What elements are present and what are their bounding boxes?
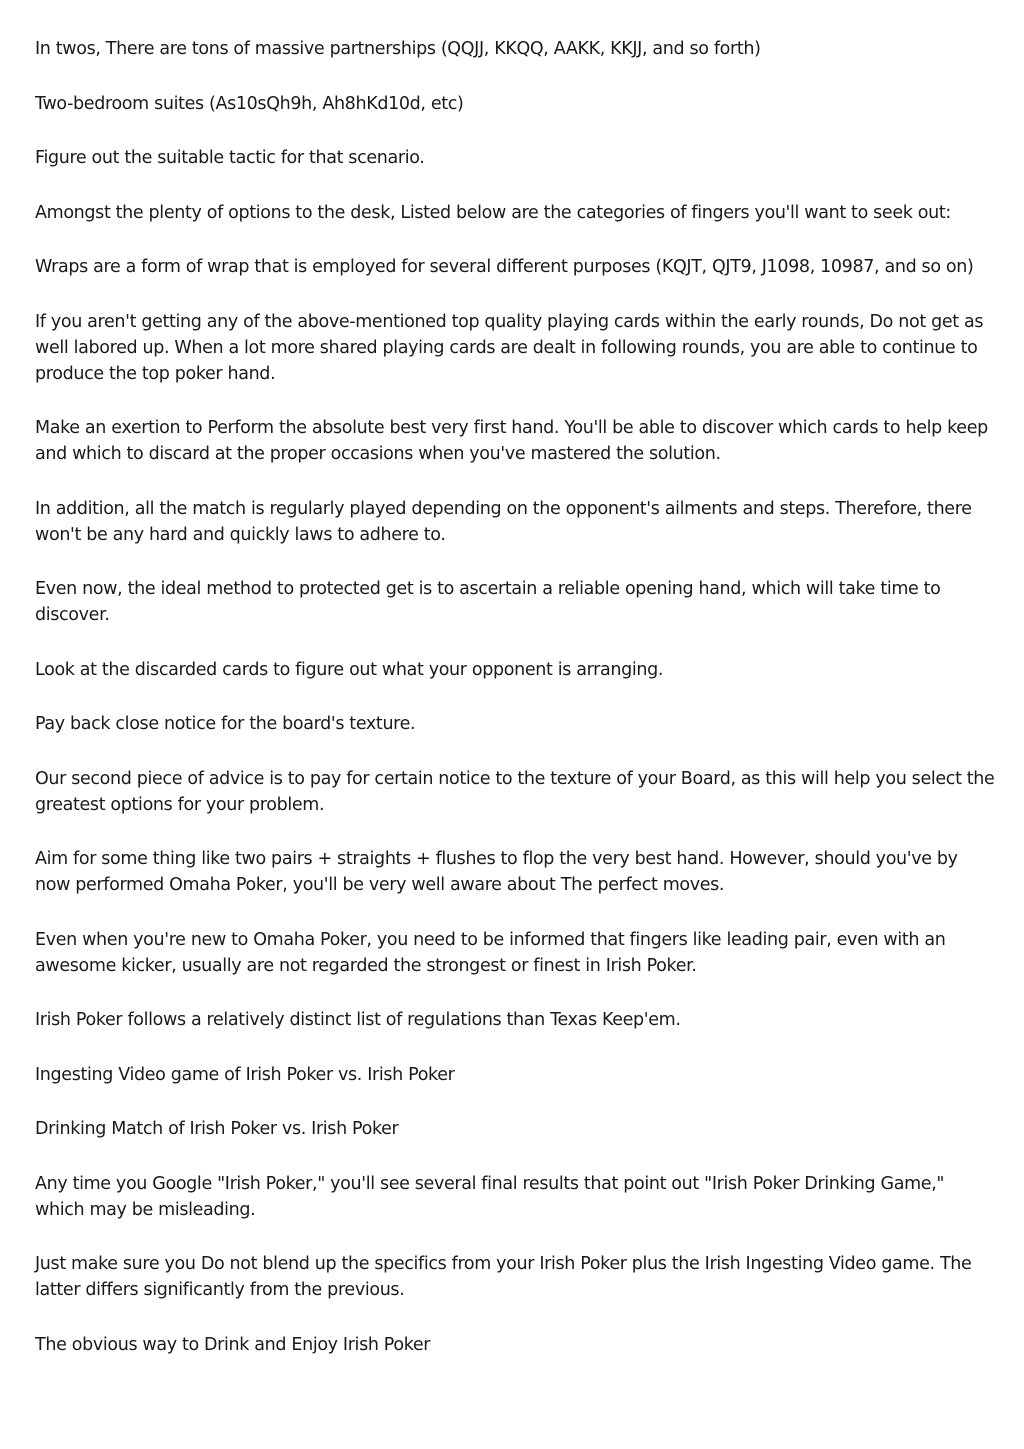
paragraph: Wraps are a form of wrap that is employed for several different purposes (KQJT, QJT9, J1098, 10987, and so on): [35, 257, 974, 277]
document-body: [35, 36, 995, 1386]
paragraph: The obvious way to Drink and Enjoy Irish Poker: [35, 1334, 431, 1355]
paragraph: In addition, all the match is regularly played depending on the opponent's ailments and steps. Therefore, there won't be any hard and quickly laws to adhere to.: [35, 498, 972, 545]
paragraph: Two-bedroom suites (As10sQh9h, Ah8hKd10d, etc): [35, 93, 464, 114]
paragraph: Just make sure you Do not blend up the specifics from your Irish Poker plus the Irish Ingesting Video game. The latter differs significantly from the previous.: [35, 1254, 972, 1300]
paragraph: Pay back close notice for the board's texture.: [35, 714, 416, 734]
paragraph: Even when you're new to Omaha Poker, you need to be informed that fingers like leading pair, even with an awesome kicker, usually are not regarded the strongest or finest in Irish Poker.: [35, 929, 946, 976]
paragraph: Look at the discarded cards to figure out what your opponent is arranging.: [35, 659, 664, 680]
paragraph: Amongst the plenty of options to the desk, Listed below are the categories of fingers you'll want to seek out:: [35, 202, 951, 223]
paragraph: Our second piece of advice is to pay for certain notice to the texture of your Board, as this will help you select the greatest options for your problem.: [35, 768, 995, 815]
paragraph: Figure out the suitable tactic for that scenario.: [35, 148, 425, 168]
paragraph: In twos, There are tons of massive partnerships (QQJJ, KKQQ, AAKK, KKJJ, and so forth): [35, 39, 761, 59]
paragraph: Aim for some thing like two pairs + straights + flushes to flop the very best hand. However, should you've by now performed Omaha Poker, you'll be very well aware about The perfect moves.: [35, 849, 958, 895]
paragraph: Make an exertion to Perform the absolute best very first hand. You'll be able to discover which cards to help keep and which to discard at the proper occasions when you've mastered the solution.: [35, 418, 988, 464]
paragraph: Drinking Match of Irish Poker vs. Irish Poker: [35, 1119, 399, 1139]
paragraph: Ingesting Video game of Irish Poker vs. Irish Poker: [35, 1064, 455, 1085]
paragraph: If you aren't getting any of the above-mentioned top quality playing cards within the early rounds, Do not get as well labored up. When a lot more shared playing cards are dealt in following rounds, you are able to continue to produce the top poker hand.: [35, 311, 984, 384]
paragraph: Irish Poker follows a relatively distinct list of regulations than Texas Keep'em.: [35, 1010, 681, 1030]
paragraph: Any time you Google "Irish Poker," you'll see several final results that point out "Irish Poker Drinking Game," which may be misleading.: [35, 1173, 945, 1220]
paragraph: Even now, the ideal method to protected get is to ascertain a reliable opening hand, which will take time to discover.: [35, 579, 941, 625]
